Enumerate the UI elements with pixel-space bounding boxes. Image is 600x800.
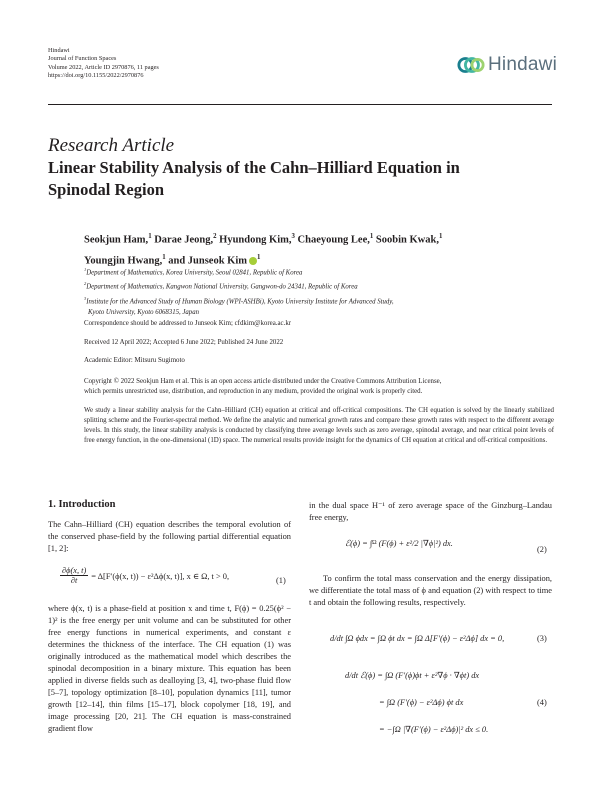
doi-link[interactable]: https://doi.org/10.1155/2022/2970876 <box>48 72 144 80</box>
author-name[interactable]: Hyundong Kim, <box>219 234 292 246</box>
journal-header <box>48 47 159 81</box>
author-name[interactable]: Darae Jeong, <box>154 234 214 246</box>
academic-editor: Academic Editor: Mitsuru Sugimoto <box>84 357 185 364</box>
logo-text: Hindawi <box>488 54 557 75</box>
affil-text: Department of Mathematics, Kangwon National University, Gangwon-do 24341, Republic of Korea <box>86 283 358 291</box>
eq1-numerator: ∂ϕ(x, t) <box>62 566 87 575</box>
copyright-line-1: Copyright © 2022 Seokjun Ham et al. This is an open access article distributed under the Creative Commons Attribution License, <box>84 378 442 385</box>
author-affil-sup: 1 <box>148 233 152 240</box>
author-name[interactable]: Soobin Kwak, <box>375 234 439 246</box>
author-name[interactable]: and Junseok Kim <box>168 255 248 266</box>
eq1-fraction <box>60 566 88 585</box>
article-type: Research Article <box>48 135 175 156</box>
hindawi-logo[interactable] <box>457 52 557 78</box>
affiliation-2 <box>84 278 539 292</box>
affiliation-1 <box>84 264 539 278</box>
eq3-number: (3) <box>537 634 547 643</box>
equation-4-line-1: d/dt ℰ(ϕ) = ∫Ω (F′(ϕ)ϕt + ε²∇ϕ · ∇ϕt) dx <box>345 671 480 680</box>
author-name[interactable]: Youngjin Hwang, <box>84 255 163 266</box>
header-rule <box>48 104 552 105</box>
equation-4-line-3: = −∫Ω |∇(F′(ϕ) − ε²Δϕ)|² dx ≤ 0. <box>379 725 489 734</box>
affil-text: Institute for the Advanced Study of Human Biology (WPI-ASHBi), Kyoto University Institute for Advanced Study, <box>86 297 394 305</box>
affil-sup: 2 <box>84 281 87 287</box>
affil-text: Department of Mathematics, Korea University, Seoul 02841, Republic of Korea <box>86 269 303 277</box>
title-line-2: Spinodal Region <box>48 180 164 199</box>
section-heading: 1. Introduction <box>48 499 116 510</box>
eq2-body: (F(ϕ) + ε²/2 |∇ϕ|²) dx. <box>378 539 453 548</box>
affiliation-3 <box>84 293 539 307</box>
hindawi-rings-icon <box>457 54 485 76</box>
affil-sup: 1 <box>84 267 87 272</box>
publisher-name: Hindawi <box>48 47 70 54</box>
right-paragraph-1: in the dual space H⁻¹ of zero average space of the Ginzburg–Landau free energy, <box>309 501 552 522</box>
equation-1 <box>60 566 290 585</box>
intro-paragraph-1: The Cahn–Hilliard (CH) equation describes the temporal evolution of the conserved phase-field by the following partial differential equation [1, 2]: <box>48 520 291 553</box>
eq2-number: (2) <box>537 545 547 554</box>
author-affil-sup: 3 <box>291 233 295 240</box>
author-affil-sup: 1 <box>369 233 374 240</box>
eq4-number: (4) <box>537 698 547 707</box>
author-name[interactable]: Chaeyoung Lee, <box>297 234 370 246</box>
author-line-1 <box>84 228 554 249</box>
intro-paragraph-2: where ϕ(x, t) is a phase-field at position x and time t, F(ϕ) = 0.25(ϕ² − 1)² is the free energy per unit volume and can be substituted for other free energy functions in numerical experiments, and constant ε determines the thickness of the interface. The CH equation (1) was originally introduced as the mathematical model which describes the spinodal decomposition in a binary mixture. This equation has been applied in diverse fields such as dealloying [3, 4], two-phase fluid flow [5–7], topology optimization [8–10], population dynamics [11], tumor growth [12–14], thin films [15–17], block copolymer [18, 19], and image processing [20, 21]. The CH equation is mass-constrained gradient flow <box>48 604 291 733</box>
author-list <box>84 228 554 269</box>
author-affil-sup: 1 <box>438 233 443 240</box>
author-affil-sup: 2 <box>213 233 217 240</box>
dates: Received 12 April 2022; Accepted 6 June 2022; Published 24 June 2022 <box>84 339 284 346</box>
journal-name: Journal of Function Spaces <box>48 55 117 63</box>
affiliation-3-cont: Kyoto University, Kyoto 6068315, Japan <box>88 308 200 316</box>
affiliations <box>84 264 539 318</box>
title-line-1: Linear Stability Analysis of the Cahn–Hilliard Equation in <box>48 158 460 177</box>
affil-sup: 3 <box>84 295 87 301</box>
equation-2: ℰ(ϕ) = ∫ Ω (F(ϕ) + ε²/2 |∇ϕ|²) dx. <box>345 539 453 548</box>
author-affil-sup: 1 <box>162 253 166 261</box>
volume-info: Volume 2022, Article ID 2970876, 11 pages <box>48 63 159 71</box>
author-affil-sup: 1 <box>257 253 261 261</box>
article-title <box>48 157 548 201</box>
copyright-line-2: which permits unrestricted use, distribution, and reproduction in any medium, provided the original work is properly cited. <box>84 388 423 395</box>
copyright <box>84 377 554 397</box>
abstract: We study a linear stability analysis for the Cahn–Hilliard (CH) equation at critical and off-critical compositions. The CH equation is solved by the linearly stabilized splitting scheme and the Fourier-spectral method. We define the analytic and numerical growth rates and compare these growth rates with respect to the different average levels. In this study, the linear stability analysis is conducted by classifying three average levels such as zero average, spinodal average, and near critical point levels of free energy function, in the one-dimensional (1D) space. The numerical results provide insight for the dynamics of CH equation at critical and off-critical compositions. <box>84 407 554 444</box>
equation-4-line-2: = ∫Ω (F′(ϕ) − ε²Δϕ) ϕt dx <box>379 698 464 707</box>
eq1-number: (1) <box>276 576 286 585</box>
right-paragraph-2: To confirm the total mass conservation and the energy dissipation, we differentiate the total mass of ϕ and equation (2) with respect to time t and obtain the following results, respectively. <box>309 574 552 607</box>
eq1-rhs: = Δ[F′(ϕ(x, t)) − ε²Δϕ(x, t)], x ∈ Ω, t > 0, <box>91 571 230 581</box>
eq2-lhs: ℰ(ϕ) = ∫ <box>345 539 373 548</box>
author-name[interactable]: Seokjun Ham, <box>84 234 149 246</box>
eq1-denominator: ∂t <box>70 576 78 585</box>
equation-3: d/dt ∫Ω ϕdx = ∫Ω ϕt dx = ∫Ω Δ[F′(ϕ) − ε²Δϕ] dx = 0, <box>330 634 505 643</box>
correspondence: Correspondence should be addressed to Junseok Kim; cfdkim@korea.ac.kr <box>84 320 292 327</box>
